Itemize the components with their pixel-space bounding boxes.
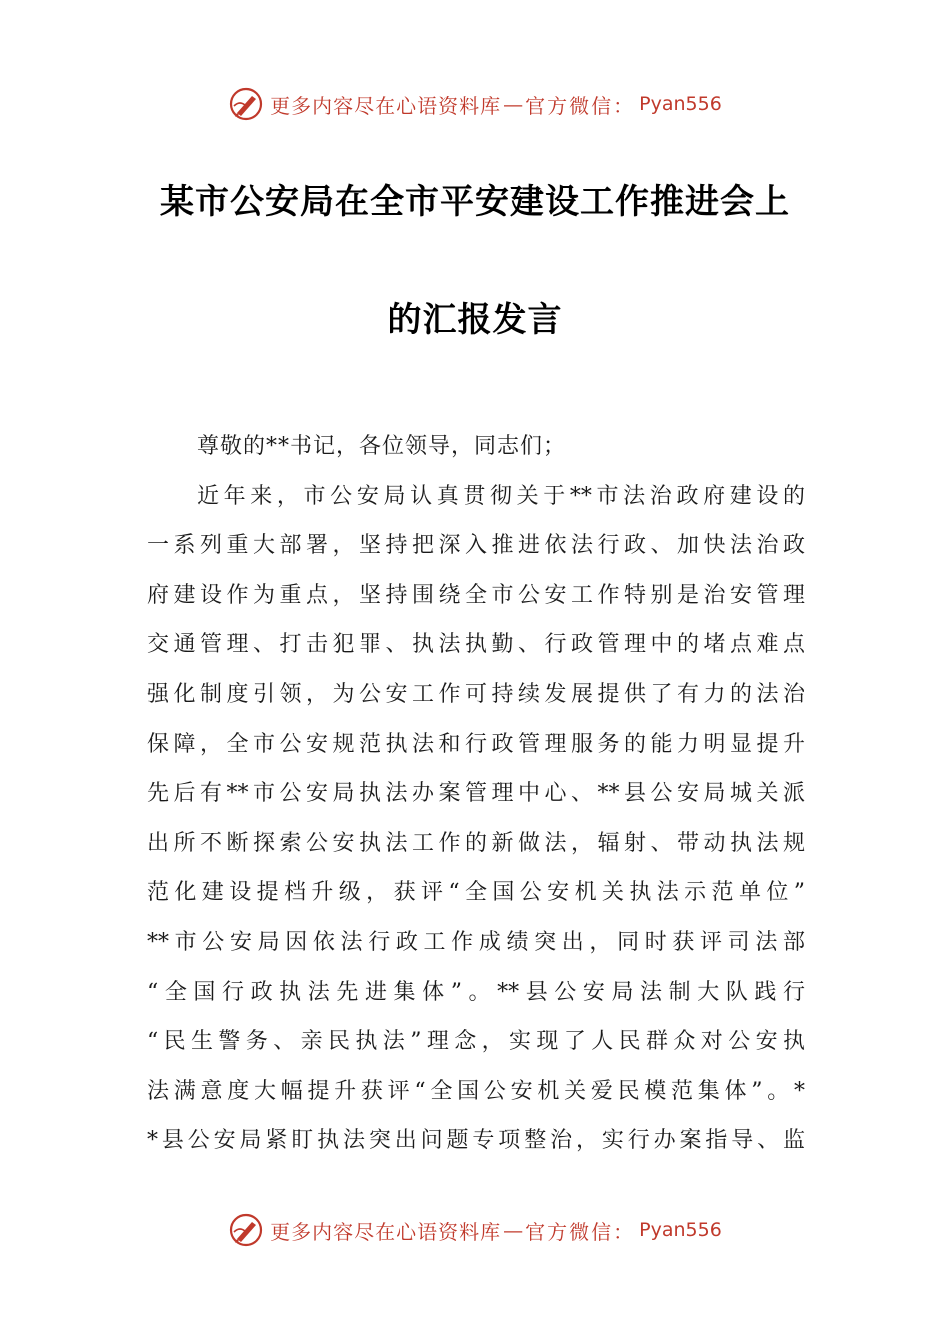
document-title-line-2: 的汇报发言 — [387, 300, 563, 340]
document-body — [147, 422, 805, 1166]
watermark-wechat-label: 官方微信： — [525, 1219, 636, 1244]
body-line: **市公安局因依法行政工作成绩突出，同时获评司法部 — [147, 929, 805, 955]
watermark-banner-bottom — [0, 1208, 950, 1252]
body-line: 保障，全市公安规范执法和行政管理服务的能力明显提升 — [147, 731, 805, 757]
watermark-dash: — — [503, 1218, 524, 1242]
body-line: 范化建设提档升级，获评“全国公安机关执法示范单位” — [147, 880, 805, 906]
watermark-brand: 更多内容尽在心语资料库 — [270, 93, 502, 118]
body-line: *县公安局紧盯执法突出问题专项整治，实行办案指导、监 — [147, 1128, 805, 1154]
body-line: 近年来，市公安局认真贯彻关于**市法治政府建设的 — [197, 483, 805, 509]
body-line: “民生警务、亲民执法”理念，实现了人民群众对公安执 — [147, 1029, 805, 1055]
pen-logo-icon — [228, 86, 264, 122]
body-line: 一系列重大部署，坚持把深入推进依法行政、加快法治政 — [147, 533, 805, 559]
watermark-wechat-id: Pyan556 — [639, 93, 722, 115]
watermark-banner-top — [0, 82, 950, 126]
pen-logo-icon — [228, 1212, 264, 1248]
body-line: 强化制度引领，为公安工作可持续发展提供了有力的法治 — [147, 681, 805, 707]
body-line: 法满意度大幅提升获评“全国公安机关爱民模范集体”。* — [147, 1078, 805, 1104]
document-title-line-1: 某市公安局在全市平安建设工作推进会上 — [160, 182, 790, 222]
watermark-brand: 更多内容尽在心语资料库 — [270, 1219, 502, 1244]
body-line: 府建设作为重点，坚持围绕全市公安工作特别是治安管理 — [147, 582, 805, 608]
watermark-wechat-id: Pyan556 — [639, 1219, 722, 1241]
greeting-line: 尊敬的**书记，各位领导，同志们； — [197, 434, 567, 459]
watermark-wechat-label: 官方微信： — [525, 93, 636, 118]
watermark-dash: — — [503, 92, 524, 116]
body-line: 先后有**市公安局执法办案管理中心、**县公安局城关派 — [147, 781, 805, 807]
body-line: 出所不断探索公安执法工作的新做法，辐射、带动执法规 — [147, 830, 805, 856]
body-line: “全国行政执法先进集体”。**县公安局法制大队践行 — [147, 979, 805, 1005]
body-line: 交通管理、打击犯罪、执法执勤、行政管理中的堵点难点 — [147, 632, 805, 658]
